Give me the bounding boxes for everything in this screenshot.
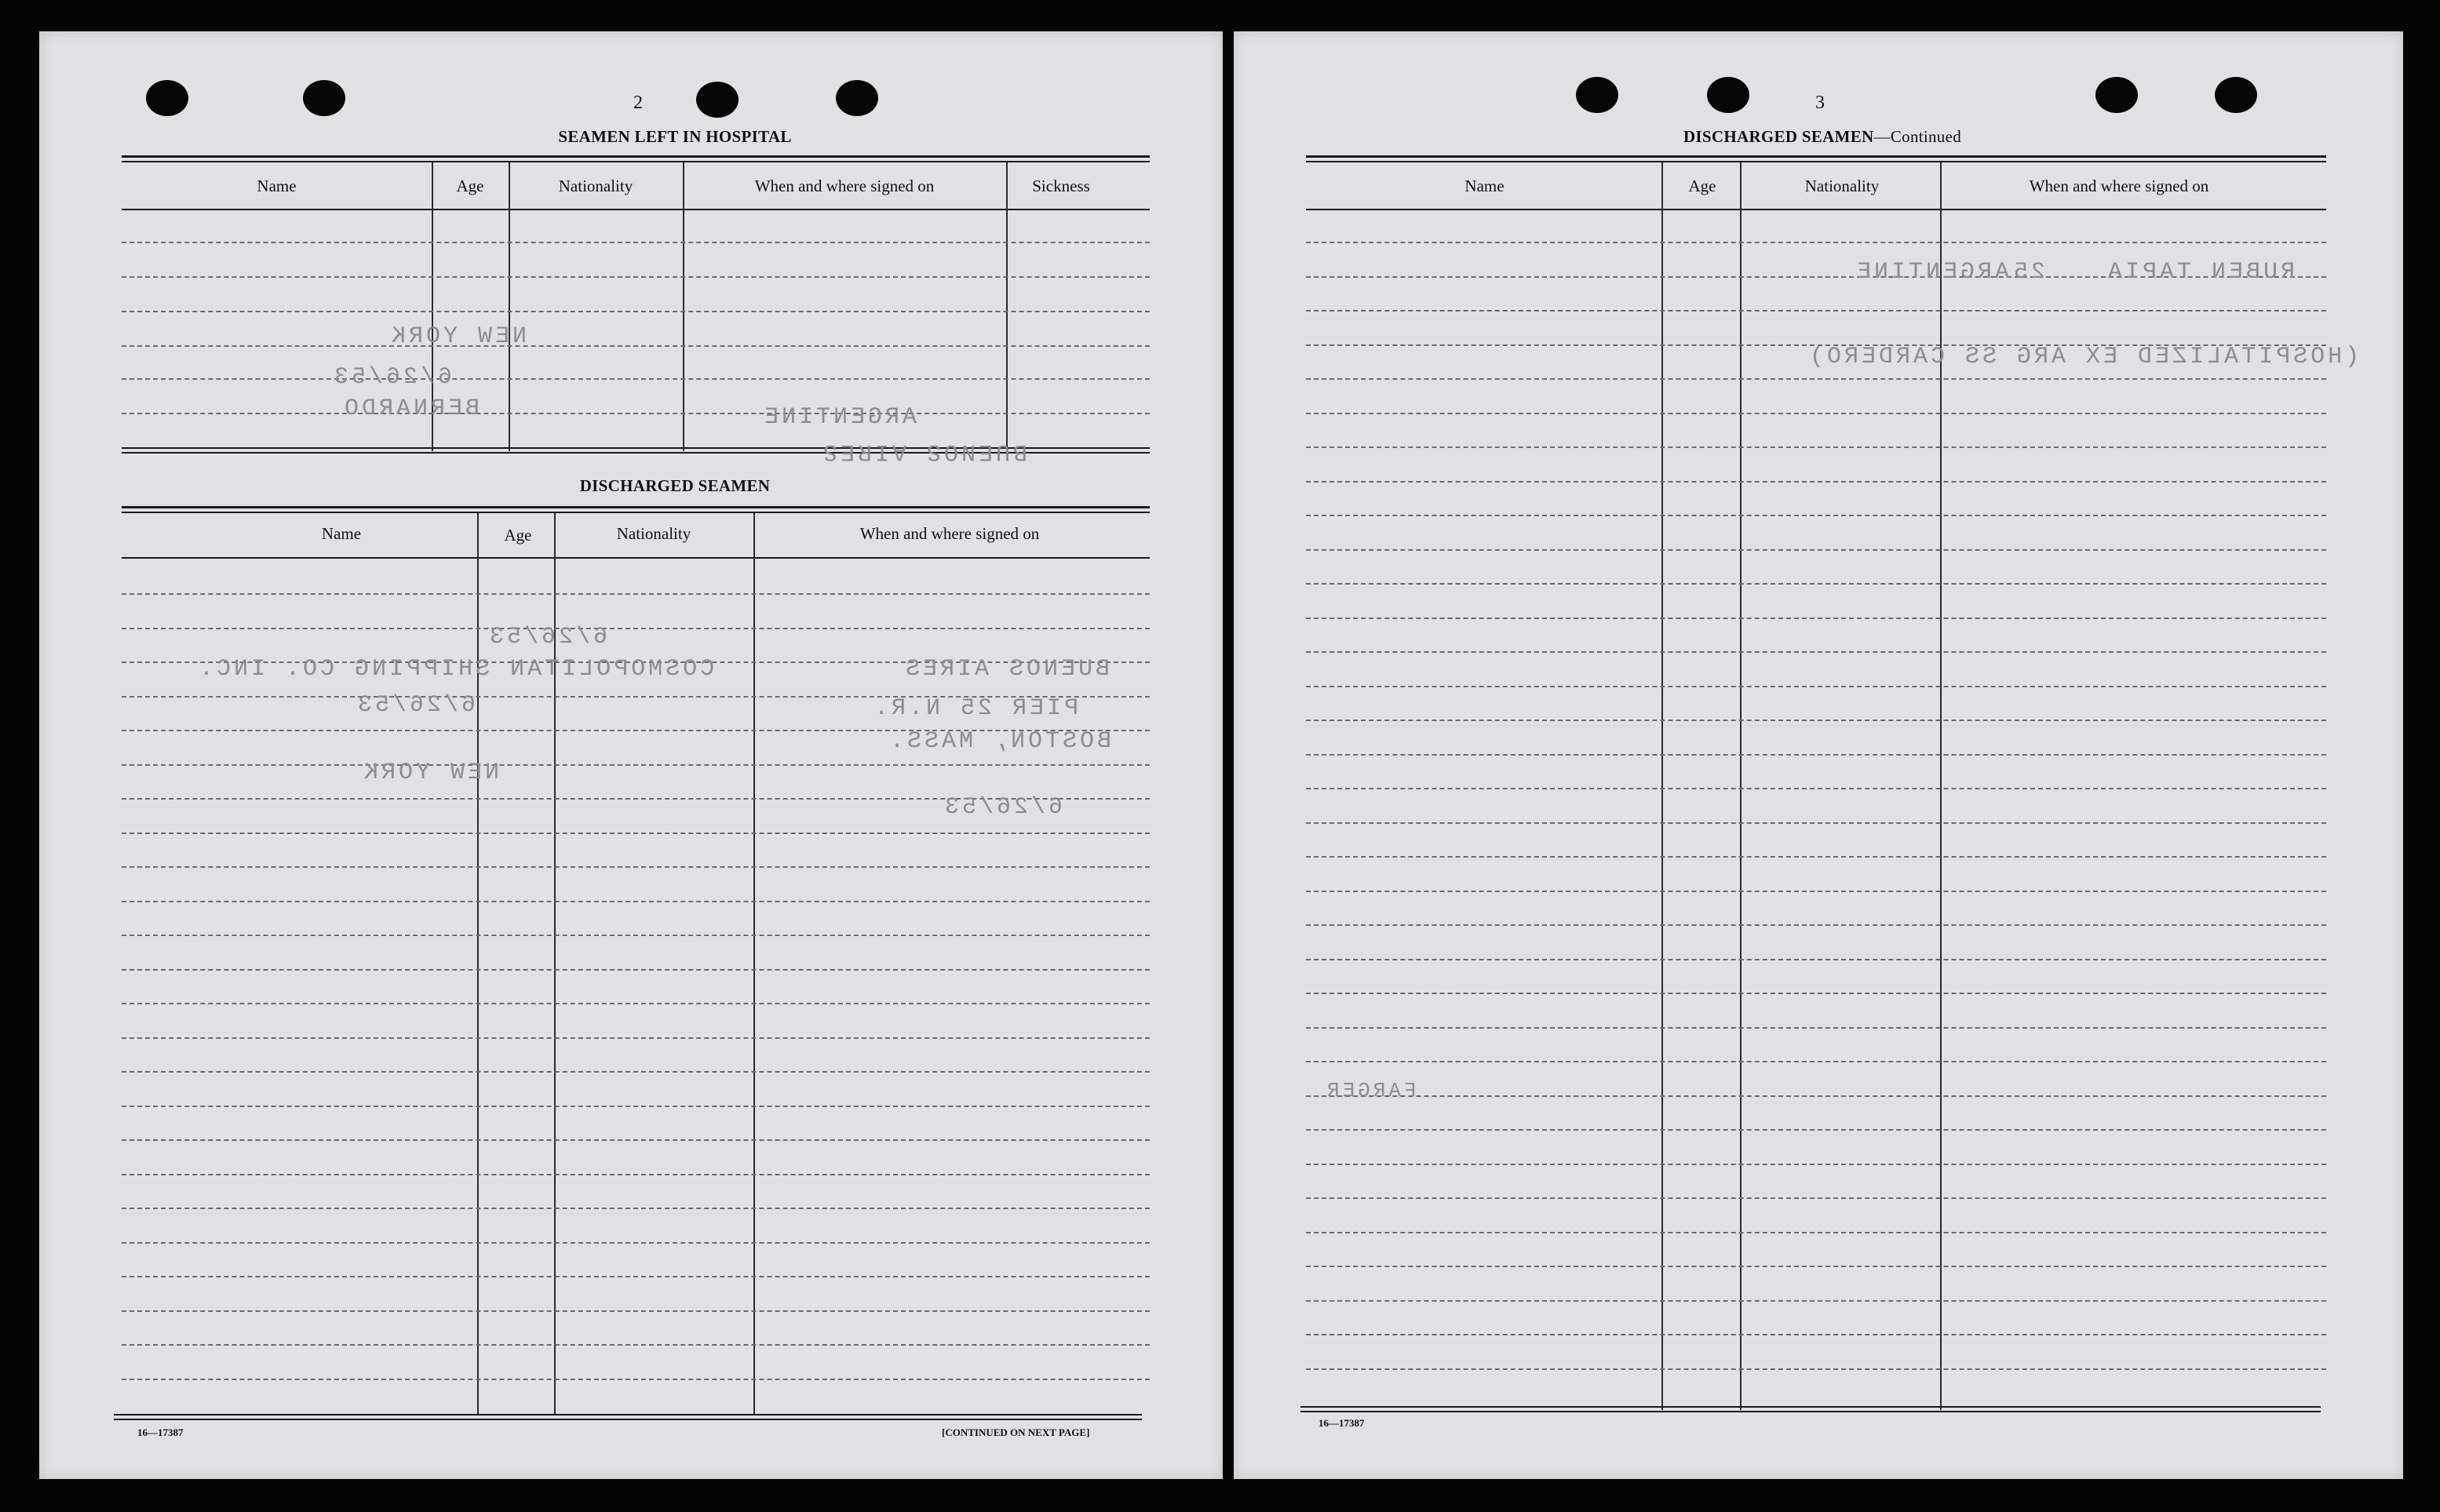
entry-line [1306, 1368, 2326, 1370]
entry-line [122, 276, 1150, 278]
entry-line [1306, 618, 2326, 619]
column-divider [753, 513, 755, 1415]
double-rule [122, 512, 1150, 513]
entry-line [122, 969, 1150, 971]
col-header-name: Name [321, 524, 362, 543]
entry-line [122, 764, 1150, 766]
entry-line [1306, 959, 2326, 960]
entry-line [122, 1310, 1150, 1312]
punch-hole [146, 80, 188, 116]
col-header-signed-on: When and where signed on [2029, 177, 2209, 195]
entry-line [1306, 446, 2326, 448]
discharged-continued-title [1571, 127, 2073, 147]
entry-line [122, 1379, 1150, 1380]
bleed-through-text: 6/26/53 [942, 794, 1063, 821]
double-rule [122, 161, 1150, 162]
entry-line [1306, 1334, 2326, 1335]
bleed-through-text: (HOSPITALIZED EX ARG SS CARDERO) [1807, 344, 2360, 370]
entry-line [1306, 720, 2326, 721]
column-divider [1006, 162, 1008, 451]
entry-line [1306, 651, 2326, 653]
punch-hole [1576, 77, 1618, 113]
entry-line [122, 935, 1150, 936]
entry-line [122, 311, 1150, 312]
punch-hole [1707, 77, 1749, 113]
entry-line [122, 1003, 1150, 1004]
entry-line [122, 1037, 1150, 1039]
entry-line [122, 1276, 1150, 1277]
title-suffix: —Continued [1873, 127, 1962, 146]
entry-line [1306, 856, 2326, 858]
entry-line [122, 1344, 1150, 1346]
entry-line [122, 1208, 1150, 1209]
entry-line [1306, 1300, 2326, 1302]
bleed-through-text: RUBEN TAPIA [2105, 259, 2296, 286]
entry-line [122, 593, 1150, 595]
col-header-age: Age [504, 526, 532, 545]
double-rule [1306, 155, 2326, 158]
column-divider [683, 162, 684, 451]
col-header-nationality: Nationality [616, 524, 691, 543]
col-header-sickness: Sickness [1032, 177, 1090, 195]
hospital-section-title: SEAMEN LEFT IN HOSPITAL [558, 127, 792, 146]
entry-line [1306, 754, 2326, 756]
bleed-through-text: COSMOPOLITAN SHIPPING CO. INC. [196, 656, 715, 683]
entry-line [1306, 549, 2326, 551]
entry-line [1306, 891, 2326, 892]
entry-line [1306, 1266, 2326, 1267]
col-header-nationality: Nationality [1804, 177, 1880, 195]
bleed-through-text: PIER 25 N.R. [871, 695, 1079, 722]
entry-line [122, 1071, 1150, 1073]
double-rule [122, 155, 1150, 158]
double-rule [1300, 1411, 2321, 1412]
header-rule [122, 209, 1150, 210]
entry-line [1306, 515, 2326, 516]
punch-hole [696, 82, 739, 118]
page-number: 3 [1815, 93, 1825, 113]
double-rule [114, 1419, 1142, 1420]
bleed-through-text: NEW YORK [361, 760, 500, 786]
entry-line [1306, 378, 2326, 380]
entry-line [1306, 993, 2326, 994]
bleed-through-text: 6/26/53 [487, 624, 608, 650]
discharged-section-title: DISCHARGED SEAMEN [579, 476, 771, 495]
bleed-through-text: BUENOS AIRES [820, 438, 1028, 465]
column-divider [1661, 162, 1663, 1410]
entry-line [1306, 310, 2326, 312]
entry-line [122, 345, 1150, 347]
left-page [39, 31, 1223, 1479]
entry-line [122, 413, 1150, 414]
punch-hole [836, 80, 878, 116]
column-divider [509, 162, 510, 451]
bleed-through-text: FARGER [1324, 1079, 1417, 1102]
continued-note: [CONTINUED ON NEXT PAGE] [942, 1426, 1090, 1438]
entry-line [1306, 1197, 2326, 1199]
col-header-signed-on: When and where signed on [859, 524, 1040, 543]
form-number: 16—17387 [137, 1426, 184, 1438]
bleed-through-text: BOSTON, MASS. [887, 728, 1112, 755]
double-rule [122, 506, 1150, 508]
entry-line [122, 628, 1150, 629]
entry-line [1306, 242, 2326, 243]
entry-line [1306, 822, 2326, 824]
col-header-age: Age [456, 177, 484, 195]
double-rule [1306, 161, 2326, 162]
entry-line [1306, 1164, 2326, 1165]
bleed-through-text: BERNARDO [341, 395, 480, 422]
entry-line [122, 1242, 1150, 1244]
col-header-age: Age [1688, 177, 1716, 195]
entry-line [122, 378, 1150, 380]
right-page [1234, 31, 2403, 1479]
entry-line [122, 1139, 1150, 1141]
entry-line [1306, 924, 2326, 926]
title-main: DISCHARGED SEAMEN [1683, 127, 1874, 146]
entry-line [122, 1106, 1150, 1107]
entry-line [122, 833, 1150, 834]
header-rule [122, 557, 1150, 559]
entry-line [122, 1174, 1150, 1175]
bleed-through-text: ARGENTINE [761, 404, 917, 431]
bleed-through-text: NEW YORK [388, 323, 527, 350]
bleed-through-text: 6/26/53 [331, 364, 453, 391]
column-divider [477, 513, 479, 1415]
punch-hole [2215, 77, 2257, 113]
entry-line [1306, 686, 2326, 687]
entry-line [1306, 1061, 2326, 1062]
col-header-name: Name [1464, 177, 1504, 195]
entry-line [1306, 1027, 2326, 1029]
entry-line [1306, 1095, 2326, 1097]
column-divider [1740, 162, 1742, 1410]
bleed-through-text: 6/26/53 [355, 692, 476, 719]
col-header-name: Name [257, 177, 297, 195]
entry-line [1306, 481, 2326, 483]
entry-line [122, 901, 1150, 902]
bleed-through-text: BUENOS AIRES [903, 656, 1111, 683]
col-header-nationality: Nationality [558, 177, 633, 195]
form-number: 16—17387 [1318, 1417, 1365, 1429]
bleed-through-text: 25 [2011, 259, 2046, 286]
entry-line [1306, 1232, 2326, 1233]
double-rule [114, 1414, 1142, 1415]
punch-hole [303, 80, 345, 116]
entry-line [1306, 1129, 2326, 1131]
double-rule [1300, 1406, 2321, 1408]
entry-line [1306, 583, 2326, 585]
entry-line [122, 866, 1150, 868]
punch-hole [2095, 77, 2138, 113]
header-rule [1306, 209, 2326, 210]
bleed-through-text: ARGENTINE [1854, 259, 2010, 286]
page-number: 2 [633, 93, 643, 113]
entry-line [1306, 788, 2326, 789]
col-header-signed-on: When and where signed on [754, 177, 935, 195]
entry-line [122, 242, 1150, 243]
entry-line [1306, 413, 2326, 414]
